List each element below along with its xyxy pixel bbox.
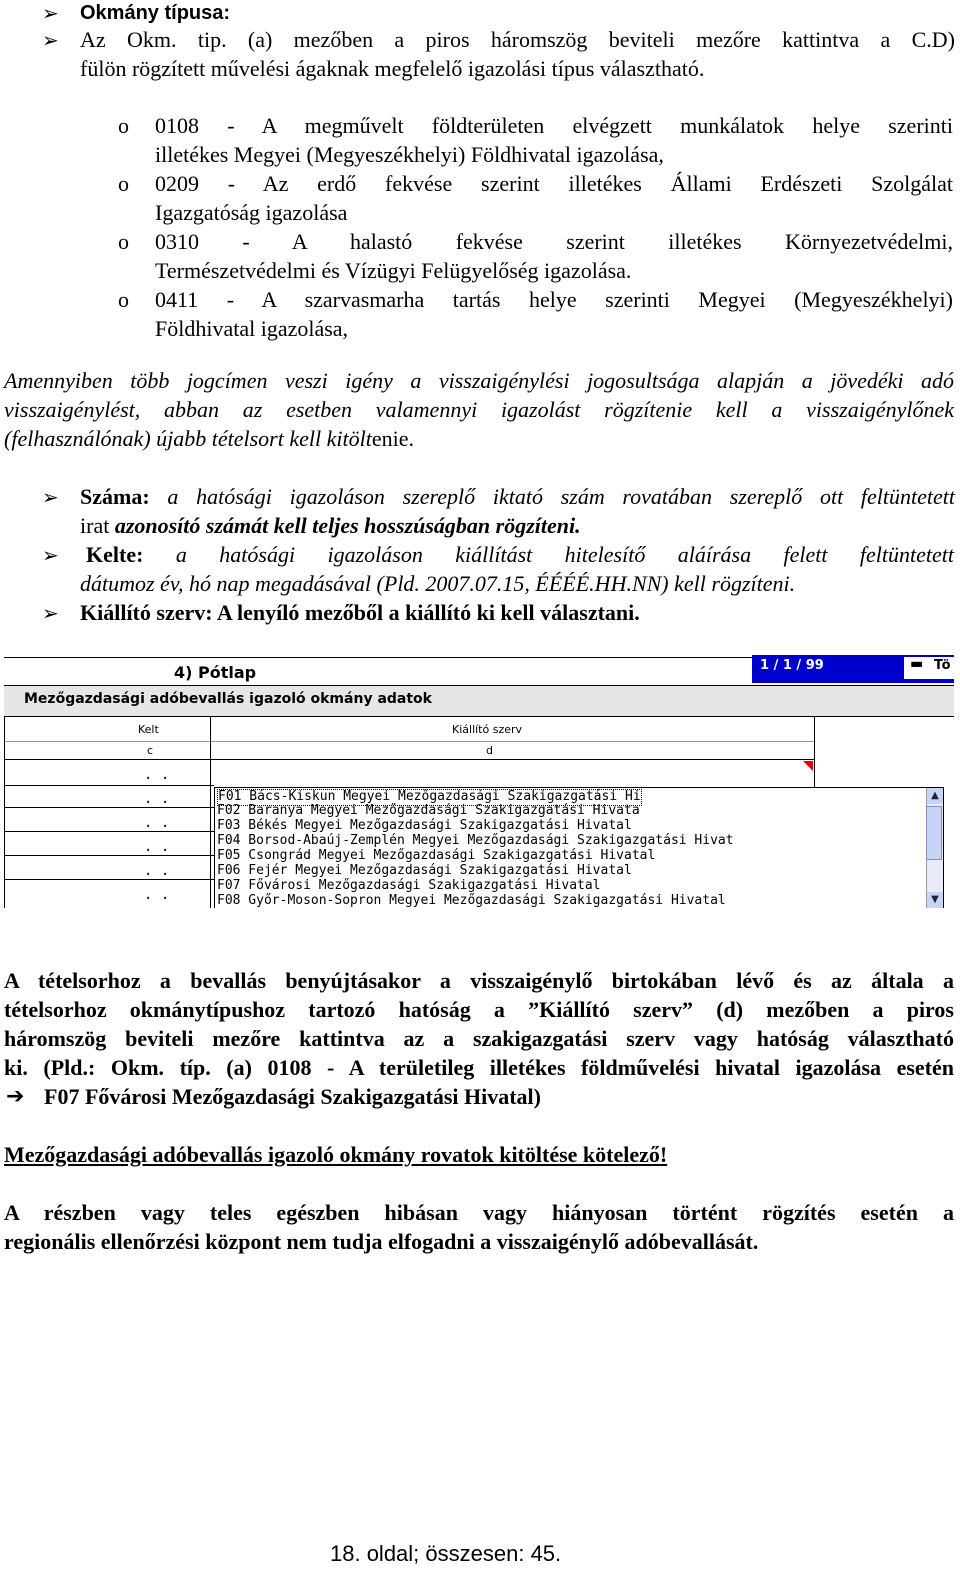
col-d: d xyxy=(486,744,493,757)
col-kelt: Kelt xyxy=(138,723,159,736)
arrow-bullet-icon: ➢ xyxy=(42,1,59,25)
date-placeholder[interactable]: . . xyxy=(144,791,170,807)
code-0411-line-2: Földhivatal igazolása, xyxy=(155,316,349,341)
date-placeholder[interactable]: . . xyxy=(144,863,170,879)
code-0310-line-1: 0310 - A halastó fekvése szerint illetékes Környezetvédelmi, xyxy=(155,229,953,254)
para2-line-2: tételsorhoz okmánytípushoz tartozó hatóság a ”Kiállító szerv” (d) mezőben a piros xyxy=(4,997,954,1022)
code-0108-line-1: 0108 - A megművelt földterületen elvégzett munkálatok helye szerinti xyxy=(155,113,953,138)
kelte-text: a hatósági igazoláson kiállítást hitelesítő aláírása felett feltüntetett xyxy=(175,542,955,567)
list-bullet: o xyxy=(118,113,129,138)
scroll-up-button[interactable]: ▲ xyxy=(927,788,943,804)
row-line xyxy=(4,855,214,856)
red-triangle-icon[interactable] xyxy=(803,761,813,771)
kiallito-line: Kiállító szerv: A lenyíló mezőből a kiállító ki kell választani. xyxy=(80,600,640,625)
arrow-bullet-icon: ➢ xyxy=(42,28,59,52)
date-placeholder[interactable]: . . xyxy=(144,839,170,855)
intro-line-2: fülön rögzített művelési ágaknak megfelelő igazolási típus választható. xyxy=(80,56,705,81)
row-line xyxy=(4,831,214,832)
code-0209-line-1: 0209 - Az erdő fekvése szerint illetékes Állami Erdészeti Szolgálat xyxy=(155,171,953,196)
code-0411-line-1: 0411 - A szarvasmarha tartás helye szerinti Megyei (Megyeszékhelyi) xyxy=(155,287,953,312)
arrow-bullet-icon: ➢ xyxy=(42,601,59,625)
para2-line-3: háromszög beviteli mezőre kattintva az a szakigazgatási szerv vagy hatóság választható xyxy=(4,1026,954,1051)
para2-line-5: F07 Fővárosi Mezőgazdasági Szakigazgatási Hivatal) xyxy=(44,1084,541,1109)
list-bullet: o xyxy=(118,171,129,196)
list-bullet: o xyxy=(118,229,129,254)
para3-line-1: A részben vagy teles egészben hibásan vagy hiányosan történt rögzítés esetén a xyxy=(4,1200,954,1225)
code-0209-line-2: Igazgatóság igazolása xyxy=(155,200,348,225)
italic-para-line-1: Amennyiben több jogcímen veszi igény a visszaigénylési jogosultsága alapján a jövedéki adó xyxy=(4,368,954,393)
intro-line-1: Az Okm. tip. (a) mezőben a piros háromszög beviteli mezőre kattintva a C.D) xyxy=(80,27,955,52)
top-right-text: Tö xyxy=(934,658,951,673)
code-0108-line-2: illetékes Megyei (Megyeszékhelyi) Földhivatal igazolása, xyxy=(155,142,664,167)
dropdown-option[interactable]: F05 Csongrád Megyei Mezőgazdasági Szakigazgatási Hivatal xyxy=(217,848,656,863)
right-arrow-icon: ➔ xyxy=(6,1084,25,1109)
szama-bold-text: azonosító számát kell teljes hosszúságban rögzíteni. xyxy=(114,513,581,538)
section-title: Mezőgazdasági adóbevallás igazoló okmány adatok xyxy=(24,691,432,707)
top-dash-icon: ▬ xyxy=(910,656,924,672)
scroll-thumb[interactable] xyxy=(926,806,942,860)
header-mid-line xyxy=(4,741,814,742)
code-0310-line-2: Természetvédelmi és Vízügyi Felügyelőség igazolása. xyxy=(155,258,632,283)
dropdown-option[interactable]: F04 Borsod-Abaúj-Zemplén Megyei Mezőgazdasági Szakigazgatási Hivat xyxy=(217,833,734,848)
kelte-line-1 xyxy=(86,541,954,569)
para3-line-2: regionális ellenőrzési központ nem tudja elfogadni a visszaigénylő adóbevallását. xyxy=(4,1229,759,1254)
dropdown-option[interactable]: F02 Baranya Megyei Mezőgazdasági Szakigazgatási Hivata xyxy=(217,803,640,818)
page-footer: 18. oldal; összesen: 45. xyxy=(330,1541,562,1566)
list-bullet: o xyxy=(118,287,129,312)
header-row xyxy=(4,717,814,760)
szama-label: Száma: xyxy=(80,484,150,509)
arrow-bullet-icon: ➢ xyxy=(42,485,59,509)
tab-top-line xyxy=(4,657,752,658)
okmany-tipusa-heading: Okmány típusa: xyxy=(80,2,231,24)
date-placeholder[interactable]: . . xyxy=(144,815,170,831)
col-c: c xyxy=(147,744,154,757)
row-line xyxy=(4,879,214,880)
dropdown-option[interactable]: F08 Győr-Moson-Sopron Megyei Mezőgazdasági Szakigazgatási Hivatal xyxy=(217,893,726,908)
scroll-down-button[interactable]: ▼ xyxy=(927,892,943,908)
kelte-label: Kelte: xyxy=(86,542,144,567)
date-placeholder[interactable]: . . xyxy=(144,767,170,783)
szama-line-2 xyxy=(80,512,581,540)
szama-plain: irat xyxy=(80,513,110,538)
dropdown-option[interactable]: F01 Bács-Kiskun Megyei Mezőgazdasági Szakigazgatási Hi xyxy=(218,789,641,804)
embedded-screenshot xyxy=(4,655,954,908)
dropdown-option[interactable]: F03 Békés Megyei Mezőgazdasági Szakigazgatási Hivatal xyxy=(217,818,632,833)
para2-line-1: A tételsorhoz a bevallás benyújtásakor a visszaigénylő birtokában lévő és az általa a xyxy=(4,968,954,993)
row-line xyxy=(4,807,214,808)
tab-title: 4) Pótlap xyxy=(174,663,257,682)
italic-para-line-3-plain: enie. xyxy=(371,426,414,451)
para2-line-4: ki. (Pld.: Okm. típ. (a) 0108 - A területileg illetékes földművelési hivatal igazolása esetén xyxy=(4,1055,954,1080)
szama-line-1 xyxy=(80,483,955,511)
italic-para-line-3 xyxy=(4,425,414,453)
dropdown-option[interactable]: F07 Fővárosi Mezőgazdasági Szakigazgatási Hivatal xyxy=(217,878,601,893)
arrow-bullet-icon: ➢ xyxy=(42,543,59,567)
date-placeholder[interactable]: . . xyxy=(144,887,170,903)
top-date-text: 1 / 1 / 99 xyxy=(760,658,824,673)
szama-text: a hatósági igazoláson szereplő iktató szám rovatában szereplő ott feltüntetett xyxy=(167,484,955,509)
dropdown-list[interactable] xyxy=(214,787,944,908)
italic-para-line-2: visszaigénylést, abban az esetben valamennyi igazolást rögzítenie kell a visszaigénylőnek xyxy=(4,397,954,422)
italic-para-line-3-italic: (felhasználónak) újabb tételsort kell kitölt xyxy=(4,426,372,451)
col-kiallito: Kiállító szerv xyxy=(452,723,523,736)
dropdown-option[interactable]: F06 Fejér Megyei Mezőgazdasági Szakigazgatási Hivatal xyxy=(217,863,632,878)
mandatory-note: Mezőgazdasági adóbevallás igazoló okmány rovatok kitöltése kötelező! xyxy=(4,1142,668,1167)
row-line xyxy=(4,785,214,786)
kelte-line-2: dátumoz év, hó nap megadásával (Pld. 2007.07.15, ÉÉÉÉ.HH.NN) kell rögzíteni. xyxy=(80,571,796,596)
